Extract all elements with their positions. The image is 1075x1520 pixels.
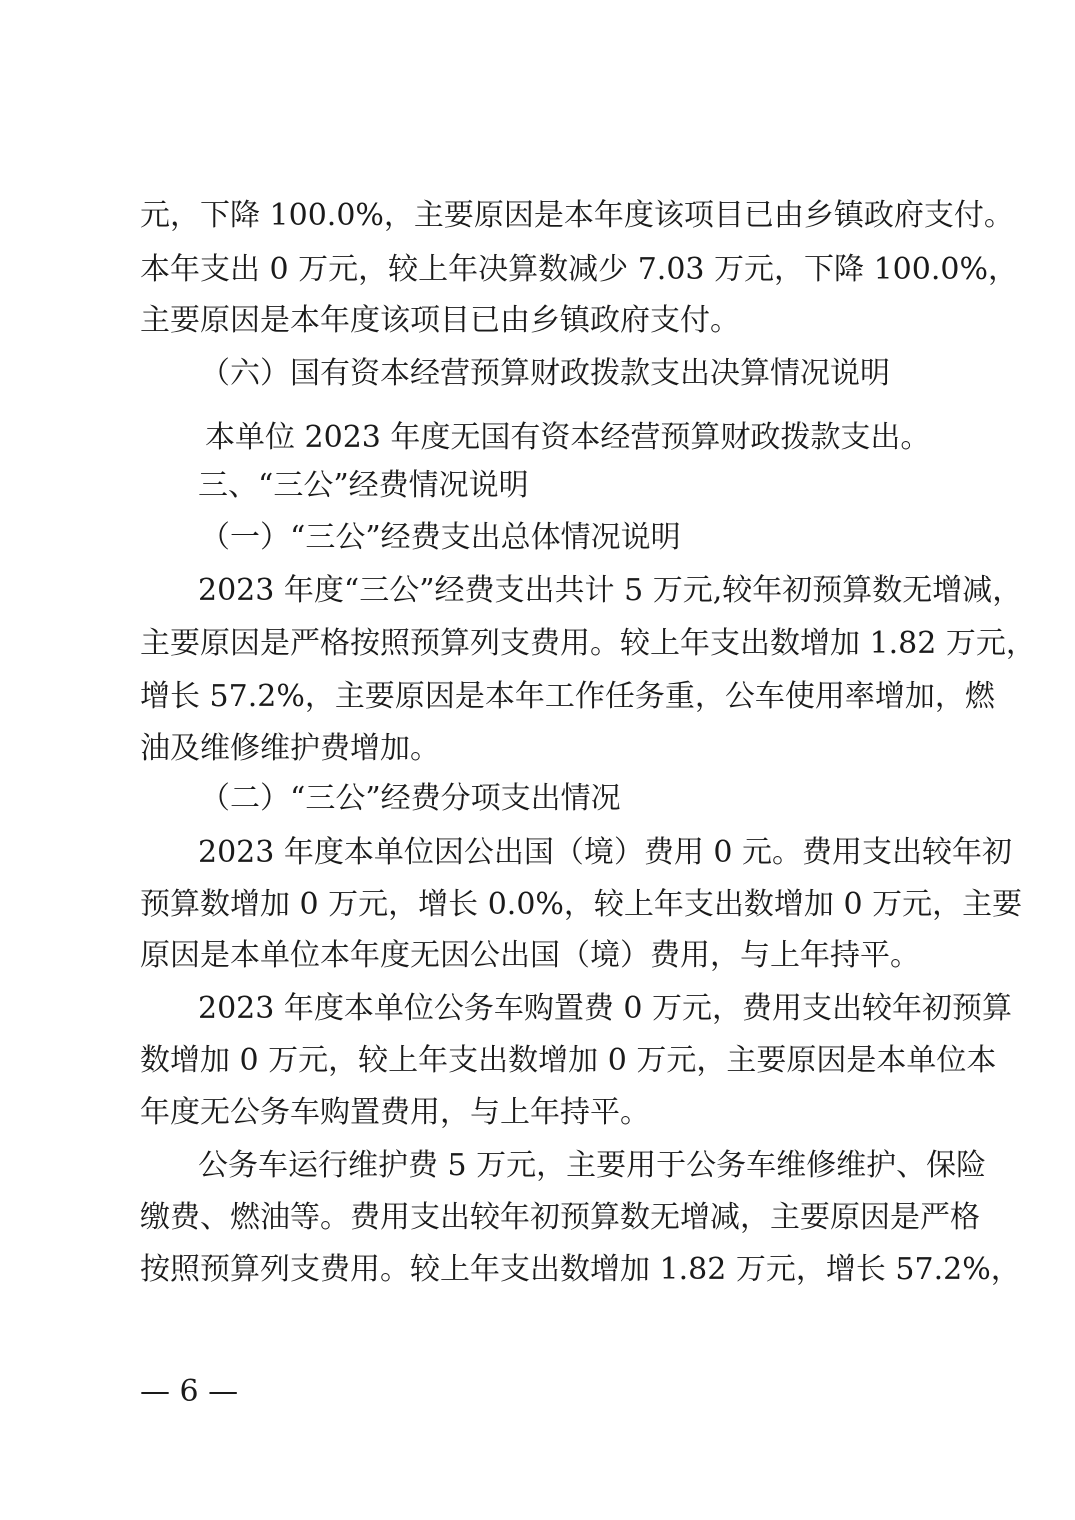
body-text-line: 主要原因是严格按照预算列支费用。较上年支出数增加 1.82 万元， (140, 626, 1036, 661)
body-text-line: 本年支出 0 万元，较上年决算数减少 7.03 万元，下降 100.0%， (140, 252, 1018, 287)
section-heading: （二）“三公”经费分项支出情况 (200, 781, 621, 816)
body-text-line: 主要原因是本年度该项目已由乡镇政府支付。 (140, 303, 740, 338)
body-text-line: 预算数增加 0 万元，增长 0.0%，较上年支出数增加 0 万元，主要 (140, 887, 1023, 922)
body-text-line: 增长 57.2%，主要原因是本年工作任务重，公车使用率增加，燃 (140, 679, 995, 714)
body-text-line: 年度无公务车购置费用，与上年持平。 (140, 1095, 650, 1130)
body-text-line: 数增加 0 万元，较上年支出数增加 0 万元，主要原因是本单位本 (140, 1043, 997, 1078)
body-text-line: 原因是本单位本年度无因公出国（境）费用，与上年持平。 (140, 938, 920, 973)
page-number: — 6 — (140, 1374, 239, 1409)
body-text-line: 本单位 2023 年度无国有资本经营预算财政拨款支出。 (205, 420, 931, 455)
body-text-line: 2023 年度“三公”经费支出共计 5 万元,较年初预算数无增减， (198, 573, 1023, 608)
body-text-line: 2023 年度本单位公务车购置费 0 万元，费用支出较年初预算 (198, 991, 1013, 1026)
section-heading: 三、“三公”经费情况说明 (198, 468, 529, 503)
section-heading: （一）“三公”经费支出总体情况说明 (200, 520, 681, 555)
body-text-line: 2023 年度本单位因公出国（境）费用 0 元。费用支出较年初 (198, 835, 1013, 870)
body-text-line: 元，下降 100.0%，主要原因是本年度该项目已由乡镇政府支付。 (140, 198, 1014, 233)
body-text-line: 缴费、燃油等。费用支出较年初预算数无增减，主要原因是严格 (140, 1200, 980, 1235)
body-text-line: 按照预算列支费用。较上年支出数增加 1.82 万元，增长 57.2%， (140, 1252, 1021, 1287)
body-text-line: 油及维修维护费增加。 (140, 731, 440, 766)
body-text-line: 公务车运行维护费 5 万元，主要用于公务车维修维护、保险 (198, 1148, 987, 1183)
section-heading: （六）国有资本经营预算财政拨款支出决算情况说明 (200, 356, 890, 391)
